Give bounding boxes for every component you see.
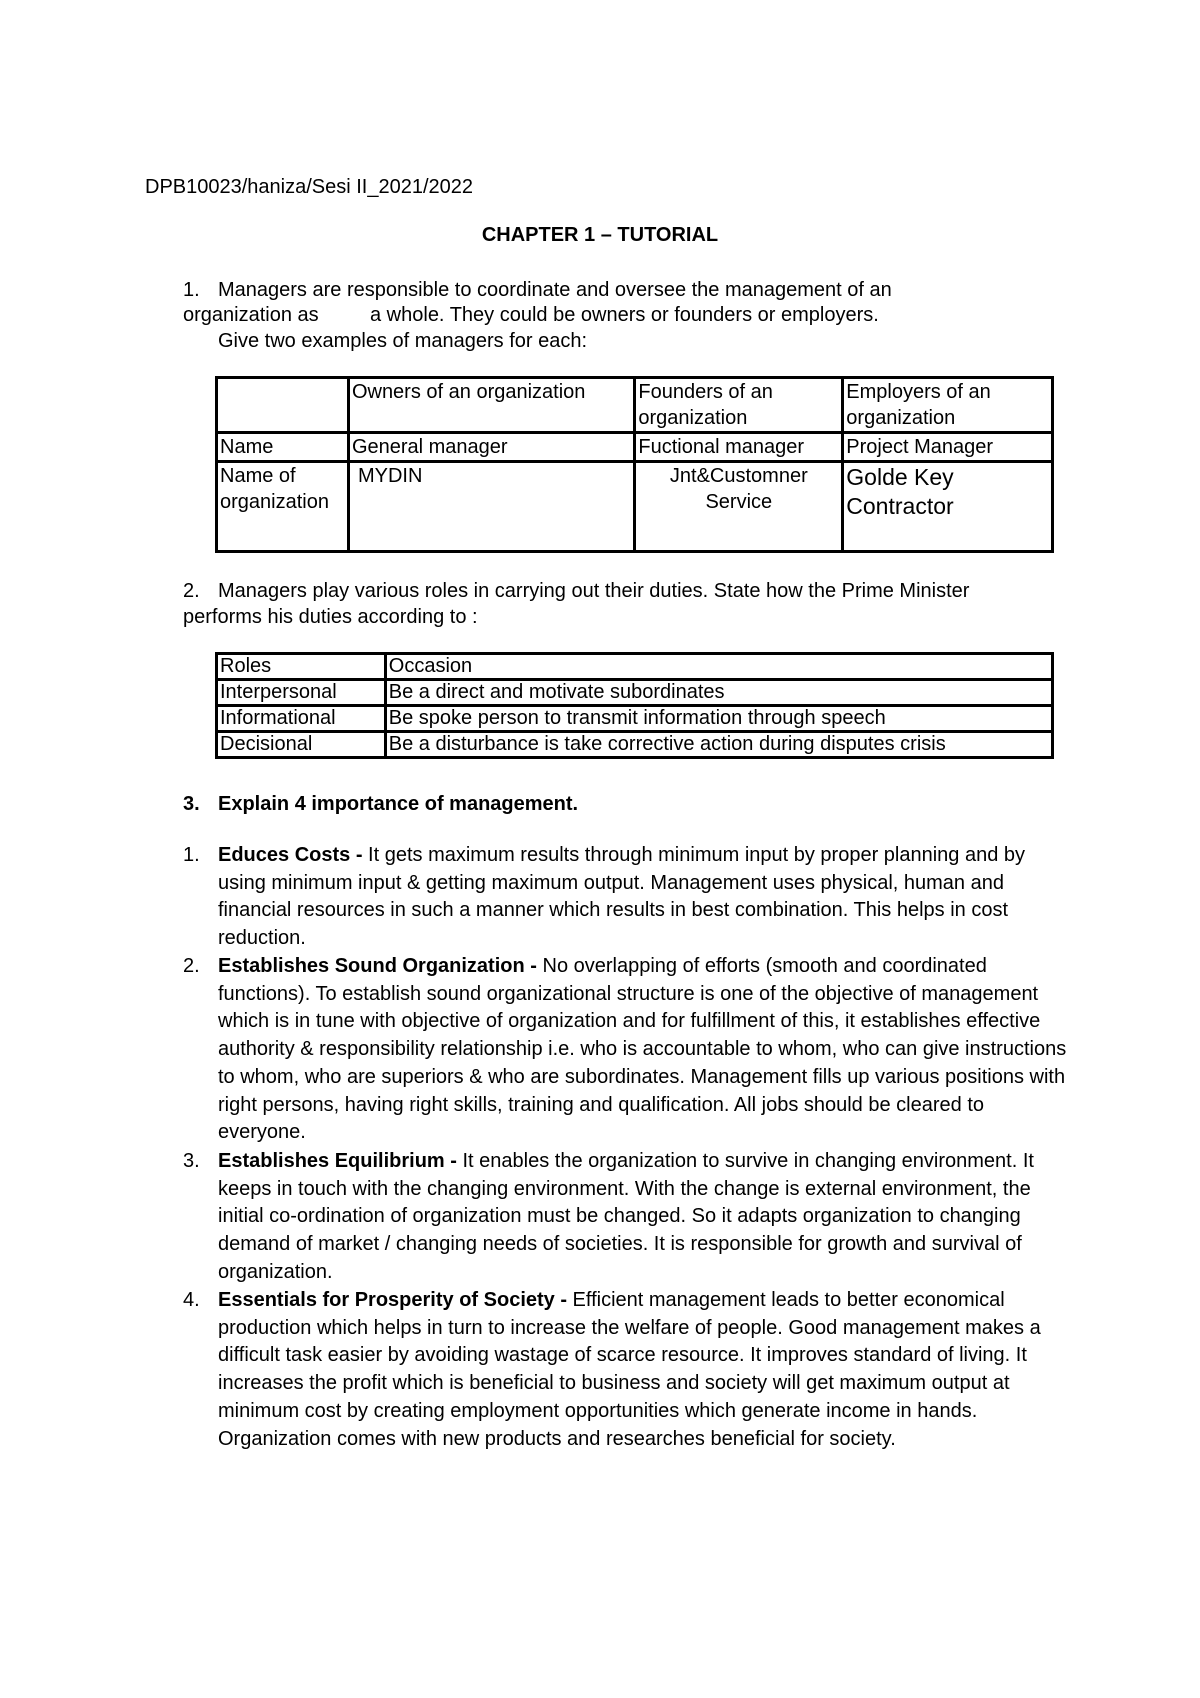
- table-cell: MYDIN: [348, 462, 634, 552]
- question-1-line2a: organization as: [183, 304, 319, 326]
- list-item-title: Establishes Sound Organization -: [218, 955, 537, 977]
- table-cell: Interpersonal: [217, 680, 386, 706]
- table-cell: Decisional: [217, 732, 386, 758]
- question-1-line1: Managers are responsible to coordinate and oversee the management of an: [218, 279, 892, 301]
- list-item-text: It enables the organization to survive in changing environment. It keeps in touch with the changing environment. With the change is external environment, the initial co-ordination of organization must be changed. So it adapts organization to changing demand of market / changing needs of societies. It is responsible for growth and survival of organization.: [218, 1150, 1034, 1283]
- question-3-number: 3.: [183, 793, 200, 815]
- table-header-cell: Owners of an organization: [348, 378, 634, 433]
- question-2-line1: Managers play various roles in carrying out their duties. State how the Prime Minister: [218, 580, 970, 602]
- table-cell: Be a disturbance is take corrective action during disputes crisis: [385, 732, 1052, 758]
- table-header-cell: Occasion: [385, 654, 1052, 680]
- roles-table: [215, 652, 1054, 759]
- list-item: [218, 953, 1068, 1147]
- list-item-text: No overlapping of efforts (smooth and coordinated functions). To establish sound organizational structure is one of the objective of management which is in tune with objective of organization and for fulfillment of this, it establishes effective authority & responsibility relationship i.e. who is accountable to whom, who can give instructions to whom, who are superiors & who are subordinates. Management fills up various positions with right persons, having right skills, training and qualification. All jobs should be cleared to everyone.: [218, 955, 1067, 1144]
- question-1-line2b: a whole. They could be owners or founders or employers.: [370, 304, 879, 326]
- question-2-number: 2.: [183, 580, 200, 602]
- list-item-title: Essentials for Prosperity of Society -: [218, 1289, 567, 1311]
- list-item: [218, 1148, 1068, 1287]
- table-cell: Jnt&Customner Service: [635, 462, 843, 552]
- question-1-line3: Give two examples of managers for each:: [218, 330, 588, 352]
- table-header-cell: Founders of an organization: [635, 378, 843, 433]
- list-item-number: 3.: [183, 1150, 200, 1172]
- table-row: [217, 378, 1053, 433]
- table-row: [217, 680, 1053, 706]
- list-item-number: 1.: [183, 844, 200, 866]
- table-cell: General manager: [348, 433, 634, 462]
- table-cell: [217, 378, 349, 433]
- table-header-cell: Employers of an organization: [843, 378, 1053, 433]
- list-item-text: Efficient management leads to better economical production which helps in turn to increase the welfare of people. Good management makes a difficult task easier by avoiding wastage of scarce resource. It improves standard of living. It increases the profit which is beneficial to business and society will get maximum output at minimum cost by creating employment opportunities which generate income in hands. Organization comes with new products and researches beneficial for society.: [218, 1289, 1041, 1450]
- table-cell: Be spoke person to transmit information through speech: [385, 706, 1052, 732]
- document-header: DPB10023/haniza/Sesi II_2021/2022: [145, 176, 474, 198]
- list-item-number: 2.: [183, 955, 200, 977]
- list-item: [218, 842, 1068, 953]
- managers-table: [215, 376, 1054, 553]
- table-row: [217, 654, 1053, 680]
- table-header-cell: Roles: [217, 654, 386, 680]
- table-row: [217, 706, 1053, 732]
- question-1-number: 1.: [183, 279, 200, 301]
- table-cell: Name of organization: [217, 462, 349, 552]
- question-2-line2: performs his duties according to :: [183, 606, 478, 628]
- table-cell: Informational: [217, 706, 386, 732]
- table-cell: Golde Key Contractor: [843, 462, 1053, 552]
- list-item-title: Establishes Equilibrium -: [218, 1150, 457, 1172]
- question-3-text: Explain 4 importance of management.: [218, 793, 579, 815]
- list-item-text: It gets maximum results through minimum input by proper planning and by using minimum input & getting maximum output. Management uses physical, human and financial resources in such a manner which results in best combination. This helps in cost reduction.: [218, 844, 1026, 950]
- table-row: [217, 462, 1053, 552]
- table-cell: Name: [217, 433, 349, 462]
- table-cell: Project Manager: [843, 433, 1053, 462]
- page-title: CHAPTER 1 – TUTORIAL: [481, 224, 719, 246]
- table-row: [217, 732, 1053, 758]
- table-cell: Fuctional manager: [635, 433, 843, 462]
- list-item-title: Educes Costs -: [218, 844, 363, 866]
- table-cell: Be a direct and motivate subordinates: [385, 680, 1052, 706]
- table-row: [217, 433, 1053, 462]
- list-item: [218, 1287, 1068, 1453]
- list-item-number: 4.: [183, 1289, 200, 1311]
